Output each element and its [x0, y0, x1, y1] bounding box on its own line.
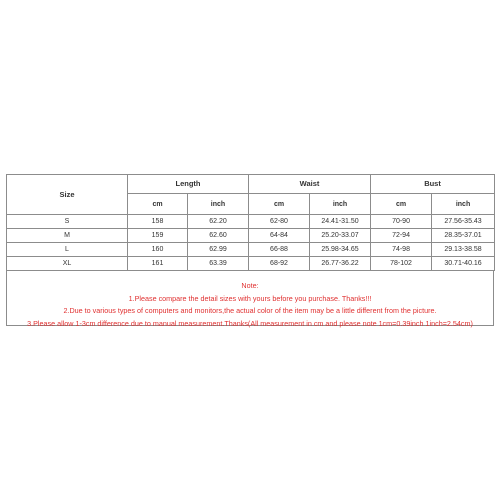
notes-box — [6, 271, 494, 326]
table-cell: 68-92 — [249, 257, 310, 271]
table-cell: 159 — [128, 229, 188, 243]
table-cell: 78-102 — [371, 257, 432, 271]
table-cell: 74-98 — [371, 243, 432, 257]
table-cell: 72-94 — [371, 229, 432, 243]
bust-header: Bust — [371, 175, 495, 194]
table-cell: 28.35-37.01 — [432, 229, 495, 243]
table-row — [7, 229, 495, 243]
unit-header: inch — [432, 194, 495, 215]
table-cell: 64-84 — [249, 229, 310, 243]
table-cell: 66-88 — [249, 243, 310, 257]
size-label: S — [7, 215, 128, 229]
table-cell: 63.39 — [188, 257, 249, 271]
table-cell: 29.13-38.58 — [432, 243, 495, 257]
unit-header: cm — [128, 194, 188, 215]
table-cell: 160 — [128, 243, 188, 257]
table-cell: 25.98-34.65 — [310, 243, 371, 257]
table-row — [7, 215, 495, 229]
size-label: M — [7, 229, 128, 243]
size-label: L — [7, 243, 128, 257]
group-header-row — [7, 175, 495, 194]
table-row — [7, 257, 495, 271]
table-cell: 30.71-40.16 — [432, 257, 495, 271]
size-column-header: Size — [7, 175, 128, 215]
table-cell: 62.99 — [188, 243, 249, 257]
unit-header: inch — [310, 194, 371, 215]
size-label: XL — [7, 257, 128, 271]
table-row — [7, 243, 495, 257]
note-line: 2.Due to various types of computers and monitors,the actual color of the item may be a little different from the picture. — [63, 306, 437, 315]
unit-header: cm — [371, 194, 432, 215]
table-cell: 62-80 — [249, 215, 310, 229]
table-cell: 27.56-35.43 — [432, 215, 495, 229]
note-title: Note: — [241, 281, 259, 290]
table-cell: 25.20-33.07 — [310, 229, 371, 243]
table-cell: 158 — [128, 215, 188, 229]
waist-header: Waist — [249, 175, 371, 194]
table-cell: 161 — [128, 257, 188, 271]
table-cell: 62.20 — [188, 215, 249, 229]
table-cell: 24.41-31.50 — [310, 215, 371, 229]
note-line: 3.Please allow 1-3cm difference due to manual measurement.Thanks(All measurement in cm and please note 1cm=0.39inch 1inch=2.54cm) — [27, 318, 473, 328]
size-chart — [6, 174, 494, 326]
table-cell: 62.60 — [188, 229, 249, 243]
note-line: 1.Please compare the detail sizes with yours before you purchase. Thanks!!! — [128, 293, 372, 303]
size-table — [6, 174, 495, 271]
table-cell: 26.77-36.22 — [310, 257, 371, 271]
table-cell: 70-90 — [371, 215, 432, 229]
unit-header: inch — [188, 194, 249, 215]
length-header: Length — [128, 175, 249, 194]
unit-header: cm — [249, 194, 310, 215]
